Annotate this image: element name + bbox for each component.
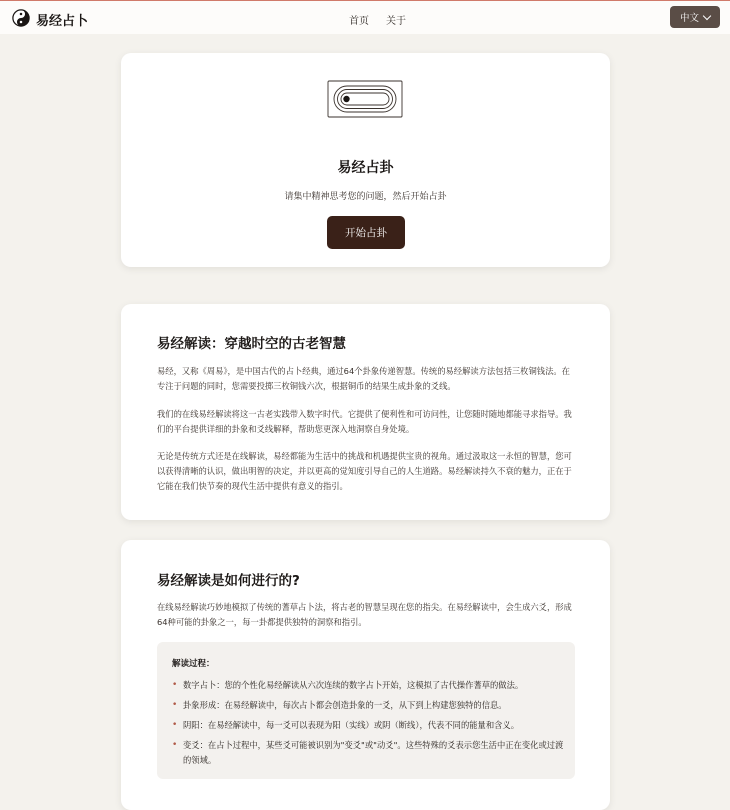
- process-list: [172, 678, 567, 773]
- bullet-icon: •: [172, 680, 178, 690]
- bullet-icon: •: [172, 740, 178, 750]
- language-label: 中文: [679, 13, 699, 24]
- nav-home-link[interactable]: 首页: [349, 16, 369, 27]
- start-divination-button[interactable]: 开始占卦: [327, 216, 405, 249]
- intro-paragraph: 易经，又称《周易》，是中国古代的占卜经典，通过64个卦象传递智慧。传统的易经解读方法包括三枚铜钱法。在专注于问题的同时，您需要投掷三枚铜钱六次，根据铜币的结果生成卦象的爻线。: [157, 366, 570, 391]
- how-paragraph: 在线易经解读巧妙地模拟了传统的蓍草占卜法，将古老的智慧呈现在您的指尖。在易经解读中，会生成六爻，形成64种可能的卦象之一，每一卦都提供独特的洞察和指引。: [157, 602, 572, 627]
- process-item-text: 数字占卜：您的个性化易经解读从六次连续的数字占卜开始，这模拟了古代操作蓍草的做法。: [183, 680, 524, 690]
- intro-card: [121, 304, 610, 520]
- divination-card: [121, 53, 610, 267]
- list-item: [172, 678, 567, 693]
- hero-title: 易经占卦: [337, 160, 394, 176]
- nav-about-link[interactable]: 关于: [386, 16, 406, 27]
- hero-subtitle: 请集中精神思考您的问题，然后开始占卦: [284, 192, 447, 202]
- process-title: 解读过程：: [172, 659, 215, 669]
- bullet-icon: •: [172, 700, 178, 710]
- intro-paragraph: 无论是传统方式还是在线解读，易经都能为生活中的挑战和机遇提供宝贵的视角。通过汲取这一永恒的智慧，您可以获得清晰的认识，做出明智的决定，并以更高的觉知度引导自己的人生道路。易经解读持久不衰的魅力，正在于它能在我们快节奏的现代生活中提供有意义的指引。: [157, 451, 572, 491]
- process-item-text: 变爻：在占卜过程中，某些爻可能被识别为"变爻"或"动爻"。这些特殊的爻表示您生活中正在变化或过渡的领域。: [183, 740, 564, 765]
- list-item: [172, 698, 567, 713]
- list-item: [172, 718, 567, 733]
- process-item-text: 阴阳：在易经解读中，每一爻可以表现为阳（实线）或阴（断线），代表不同的能量和含义。: [183, 720, 520, 730]
- how-it-works-card: [121, 540, 610, 810]
- list-item: [172, 738, 567, 767]
- process-box: [157, 642, 575, 779]
- language-selector-button[interactable]: [670, 6, 720, 28]
- process-item-text: 卦象形成：在易经解读中，每次占卜都会创造卦象的一爻，从下到上构建您独特的信息。: [183, 700, 507, 710]
- yin-yang-icon[interactable]: [12, 9, 30, 27]
- chevron-down-icon: [703, 11, 711, 19]
- intro-paragraph: 我们的在线易经解读将这一古老实践带入数字时代。它提供了便利性和可访问性，让您随时随地都能寻求指导。我们的平台提供详细的卦象和爻线解释，帮助您更深入地洞察自身处境。: [157, 409, 572, 434]
- logo-text[interactable]: 易经占卜: [36, 14, 89, 29]
- bullet-icon: •: [172, 720, 178, 730]
- coin-icon: [327, 80, 403, 118]
- how-title: 易经解读是如何进行的?: [157, 573, 300, 589]
- intro-title: 易经解读：穿越时空的古老智慧: [157, 336, 346, 352]
- top-navigation-bar: [0, 0, 730, 34]
